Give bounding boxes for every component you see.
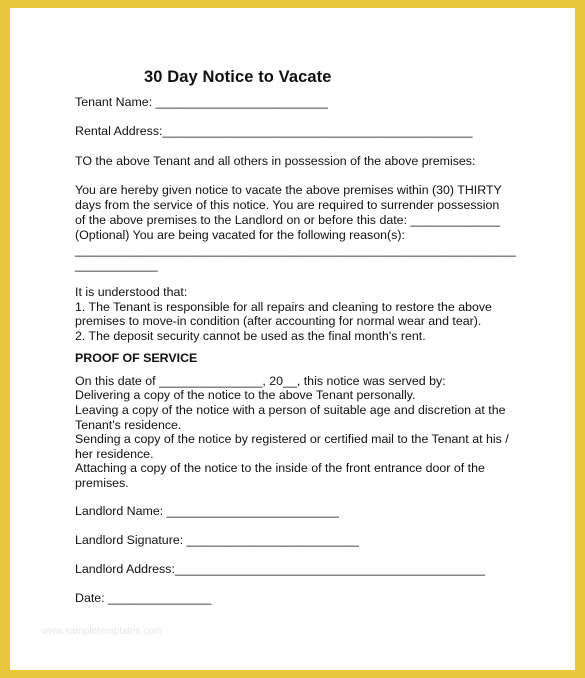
tenant-name-line: Tenant Name: _________________________ <box>75 95 328 109</box>
proof-line: Attaching a copy of the notice to the inside of the front entrance door of the <box>75 461 485 475</box>
notice-line: ____________ <box>75 258 158 272</box>
notice-line: (Optional) You are being vacated for the following reason(s): <box>75 228 405 242</box>
proof-line: On this date of _______________, 20__, this notice was served by: <box>75 374 446 388</box>
proof-line: premises. <box>75 476 129 490</box>
date-line: Date: _______________ <box>75 591 212 605</box>
landlord-address-line: Landlord Address:_____________________________________________ <box>75 562 485 576</box>
landlord-signature-line: Landlord Signature: _________________________ <box>75 533 359 547</box>
proof-line: Tenant's residence. <box>75 418 182 432</box>
understood-line: 2. The deposit security cannot be used as the final month's rent. <box>75 329 426 343</box>
proof-line: Leaving a copy of the notice with a person of suitable age and discretion at the <box>75 403 506 417</box>
landlord-name-line: Landlord Name: _________________________ <box>75 504 339 518</box>
notice-line: ________________________________________________________________ <box>75 243 517 257</box>
proof-line: Delivering a copy of the notice to the above Tenant personally. <box>75 388 416 402</box>
understood-line: It is understood that: <box>75 285 188 299</box>
proof-line: Sending a copy of the notice by registered or certified mail to the Tenant at his / <box>75 432 509 446</box>
rental-address-line: Rental Address:_____________________________________________ <box>75 124 473 138</box>
proof-of-service-heading: PROOF OF SERVICE <box>75 351 198 365</box>
document-title: 30 Day Notice to Vacate <box>144 68 332 86</box>
notice-line: days from the service of this notice. You are required to surrender possession <box>75 198 500 212</box>
understood-line: 1. The Tenant is responsible for all repairs and cleaning to restore the above <box>75 300 492 314</box>
watermark: www.sampletemplates.com <box>41 626 163 637</box>
notice-line: of the above premises to the Landlord on or before this date: _____________ <box>75 213 501 227</box>
notice-line: You are hereby given notice to vacate the above premises within (30) THIRTY <box>75 183 502 197</box>
document-page <box>10 8 575 670</box>
proof-line: her residence. <box>75 447 154 461</box>
to-tenant-line: TO the above Tenant and all others in possession of the above premises: <box>75 154 476 168</box>
understood-line: premises to move-in condition (after accounting for normal wear and tear). <box>75 314 482 328</box>
